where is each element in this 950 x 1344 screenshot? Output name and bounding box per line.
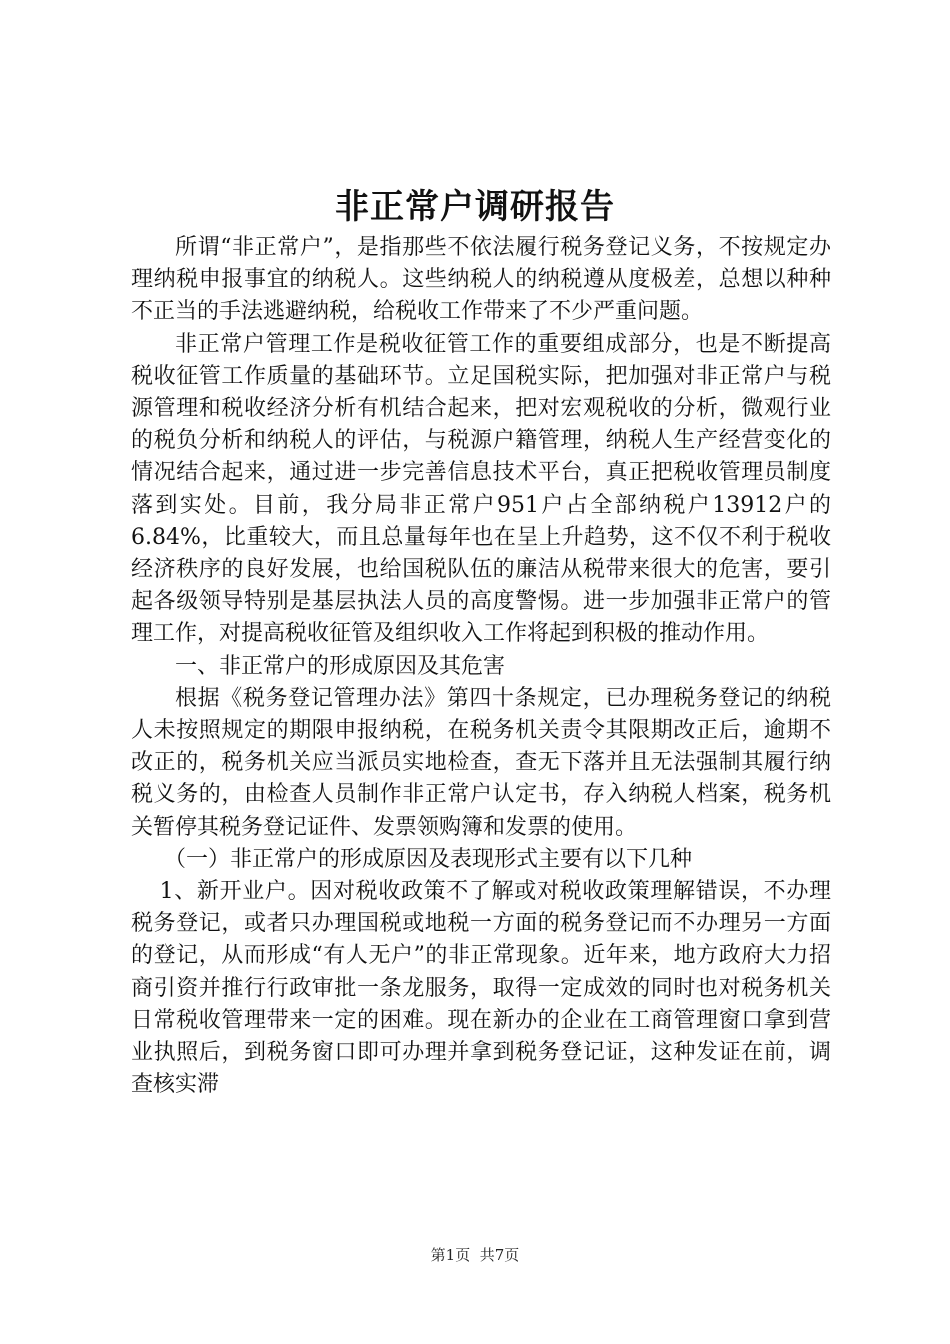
page-total: 共7页 [479, 1246, 520, 1264]
document-body [131, 232, 831, 1101]
paragraph-regulation: 根据《税务登记管理办法》第四十条规定，已办理税务登记的纳税人未按照规定的期限申报纳税，在税务机关责令其限期改正后，逾期不改正的，税务机关应当派员实地检查，查无下落并且无法强制其履行纳税义务的，由检查人员制作非正常户认定书，存入纳税人档案，税务机关暂停其税务登记证件、发票领购簿和发票的使用。 [131, 685, 831, 840]
subsection-heading-forms: （一）非正常户的形成原因及表现形式主要有以下几种 [164, 846, 693, 872]
section-heading-causes: 一、非正常户的形成原因及其危害 [175, 653, 506, 679]
document-title: 非正常户调研报告 [335, 187, 615, 227]
page-number: 第1页 [430, 1246, 471, 1264]
page-footer [0, 1244, 950, 1266]
paragraph-item-new-business: 1、新开业户。因对税收政策不了解或对税收政策理解错误，不办理税务登记，或者只办理国税或地税一方面的税务登记而不办理另一方面的登记，从而形成“有人无户”的非正常现象。近年来，地方政府大力招商引资并推行行政审批一条龙服务，取得一定成效的同时也对税务机关日常税收管理带来一定的困难。现在新办的企业在工商管理窗口拿到营业执照后，到税务窗口即可办理并拿到税务登记证，这种发证在前，调查核实滞 [131, 879, 831, 1098]
paragraph-importance: 非正常户管理工作是税收征管工作的重要组成部分，也是不断提高税收征管工作质量的基础环节。立足国税实际，把加强对非正常户与税源管理和税收经济分析有机结合起来，把对宏观税收的分析，微观行业的税负分析和纳税人的评估，与税源户籍管理，纳税人生产经营变化的情况结合起来，通过进一步完善信息技术平台，真正把税收管理员制度落到实处。目前，我分局非正常户951户占全部纳税户13912户的6.84%，比重较大，而且总量每年也在呈上升趋势，这不仅不利于税收经济秩序的良好发展，也给国税队伍的廉洁从税带来很大的危害，要引起各级领导特别是基层执法人员的高度警惕。进一步加强非正常户的管理工作，对提高税收征管及组织收入工作将起到积极的推动作用。 [131, 331, 831, 647]
paragraph-definition: 所谓“非正常户”，是指那些不依法履行税务登记义务，不按规定办理纳税申报事宜的纳税人。这些纳税人的纳税遵从度极差，总想以种种不正当的手法逃避纳税，给税收工作带来了不少严重问题。 [131, 235, 831, 325]
